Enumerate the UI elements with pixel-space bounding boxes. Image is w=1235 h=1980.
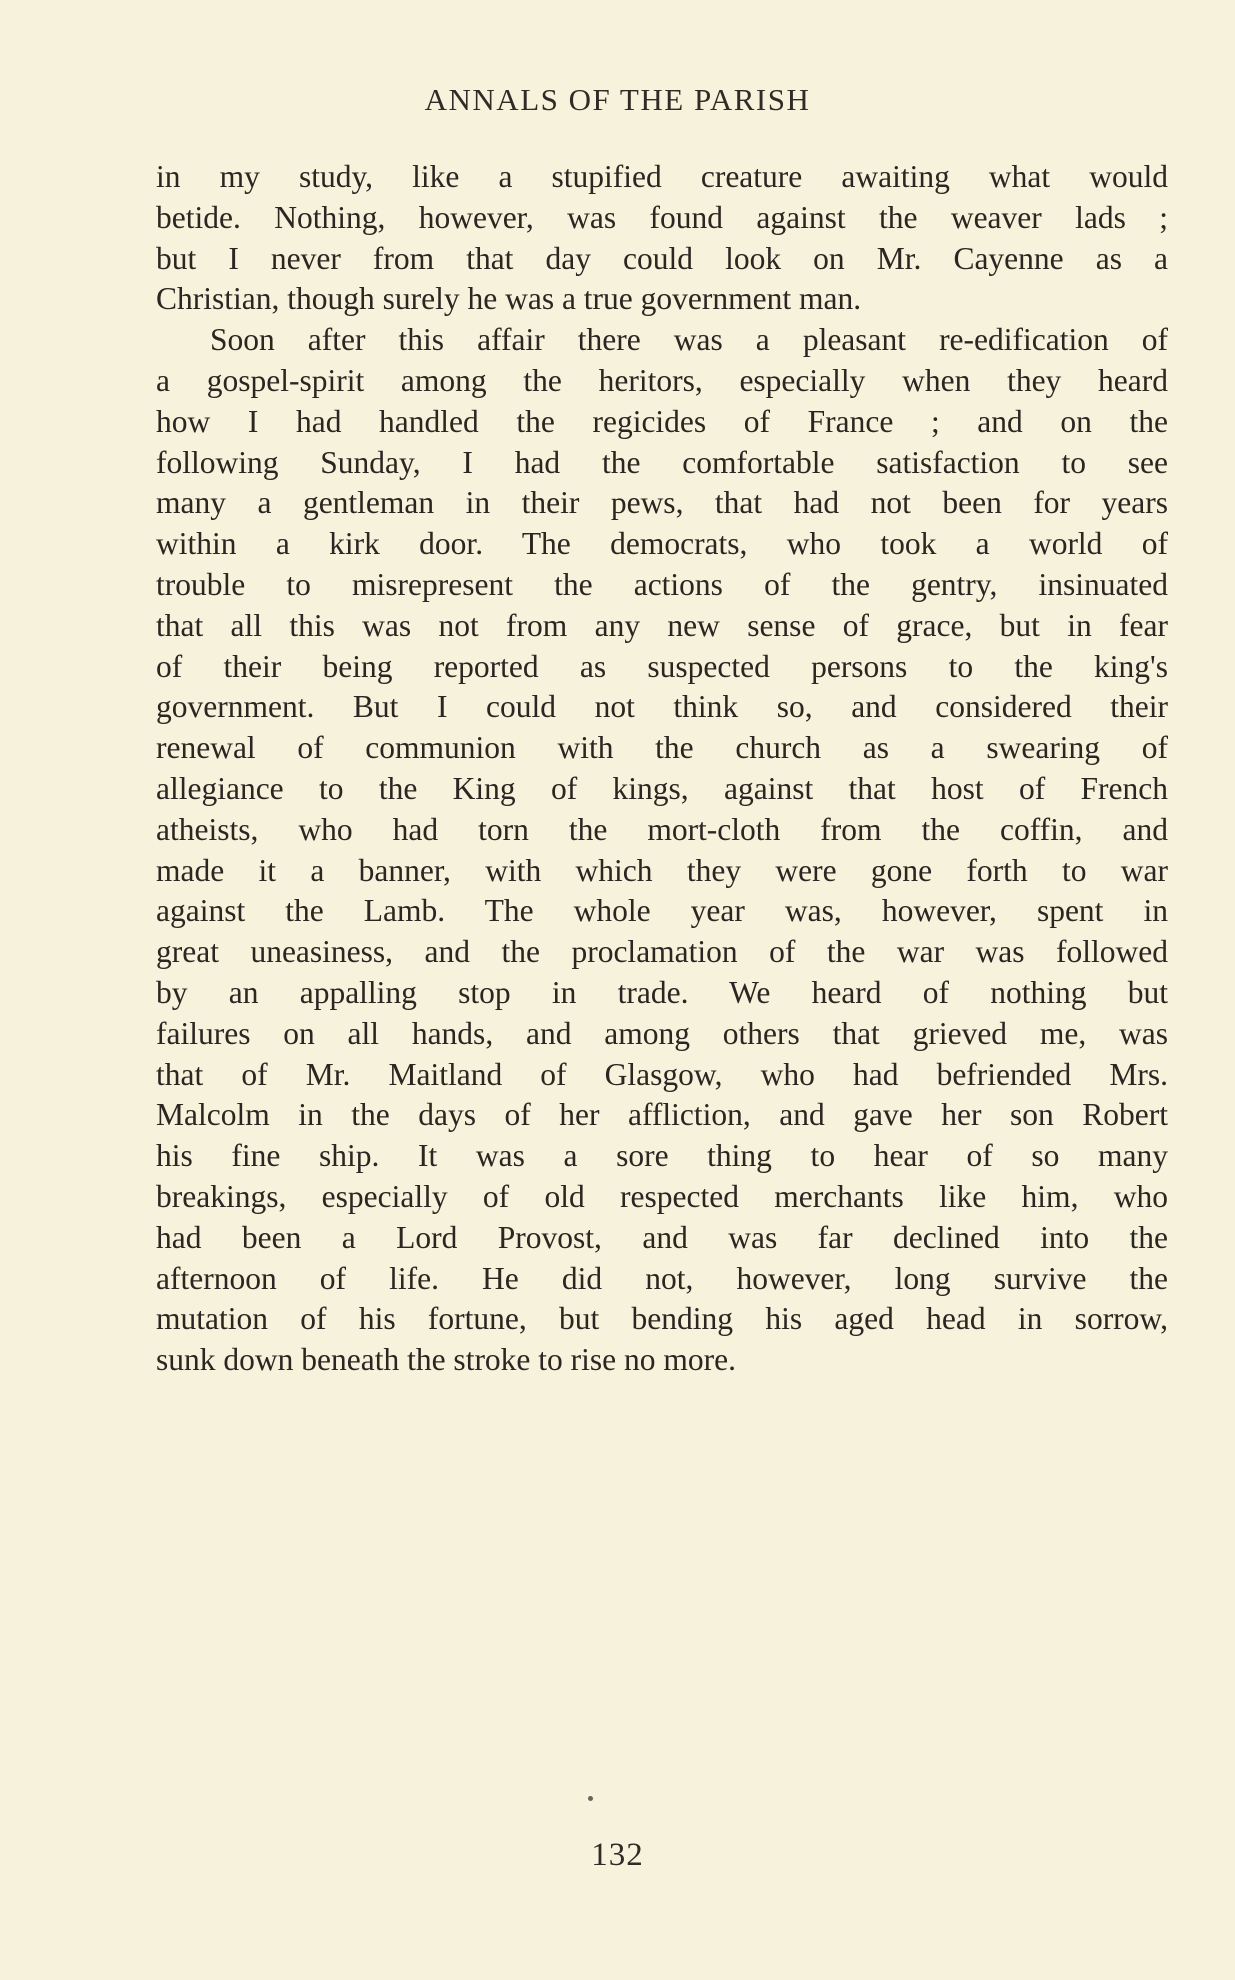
- text-line: how I had handled the regicides of France ; and on the: [156, 403, 1168, 439]
- text-line: Soon after this affair there was a pleasant re-edification of: [210, 322, 1168, 358]
- body-text: [156, 157, 1168, 1381]
- running-title: ANNALS OF THE PARISH: [424, 82, 811, 117]
- text-line: following Sunday, I had the comfortable satisfaction to see: [156, 444, 1168, 480]
- text-line: his fine ship. It was a sore thing to hear of so many: [156, 1138, 1168, 1174]
- text-line: sunk down beneath the stroke to rise no more.: [156, 1342, 736, 1378]
- text-line: great uneasiness, and the proclamation of the war was followed: [156, 934, 1168, 970]
- text-line: many a gentleman in their pews, that had not been for years: [156, 485, 1168, 521]
- text-line: betide. Nothing, however, was found against the weaver lads ;: [156, 199, 1168, 235]
- text-line: allegiance to the King of kings, against that host of French: [156, 770, 1168, 806]
- text-line: that of Mr. Maitland of Glasgow, who had befriended Mrs.: [156, 1056, 1168, 1092]
- text-line: Christian, though surely he was a true government man.: [156, 281, 862, 317]
- text-line: failures on all hands, and among others that grieved me, was: [156, 1015, 1168, 1051]
- text-line: trouble to misrepresent the actions of the gentry, insinuated: [156, 566, 1168, 602]
- text-line: but I never from that day could look on Mr. Cayenne as a: [156, 240, 1168, 276]
- text-line: that all this was not from any new sense of grace, but in fear: [156, 607, 1168, 643]
- text-line: atheists, who had torn the mort-cloth from the coffin, and: [156, 811, 1168, 847]
- text-line: within a kirk door. The democrats, who took a world of: [156, 526, 1168, 562]
- text-line: against the Lamb. The whole year was, however, spent in: [156, 893, 1168, 929]
- printer-mark: [588, 1796, 593, 1801]
- text-line: made it a banner, with which they were gone forth to war: [156, 852, 1168, 888]
- text-line: government. But I could not think so, and considered their: [156, 689, 1168, 725]
- text-line: by an appalling stop in trade. We heard of nothing but: [156, 974, 1168, 1010]
- text-line: breakings, especially of old respected merchants like him, who: [156, 1178, 1168, 1214]
- text-line: of their being reported as suspected persons to the king's: [156, 648, 1168, 684]
- page-number: 132: [591, 1837, 644, 1873]
- text-line: renewal of communion with the church as a swearing of: [156, 730, 1168, 766]
- text-line: afternoon of life. He did not, however, long survive the: [156, 1260, 1168, 1296]
- text-line: a gospel-spirit among the heritors, especially when they heard: [156, 362, 1168, 398]
- text-line: had been a Lord Provost, and was far declined into the: [156, 1219, 1168, 1255]
- text-line: in my study, like a stupified creature awaiting what would: [156, 159, 1168, 194]
- text-line: Malcolm in the days of her affliction, and gave her son Robert: [156, 1097, 1168, 1133]
- text-line: mutation of his fortune, but bending his aged head in sorrow,: [156, 1301, 1168, 1337]
